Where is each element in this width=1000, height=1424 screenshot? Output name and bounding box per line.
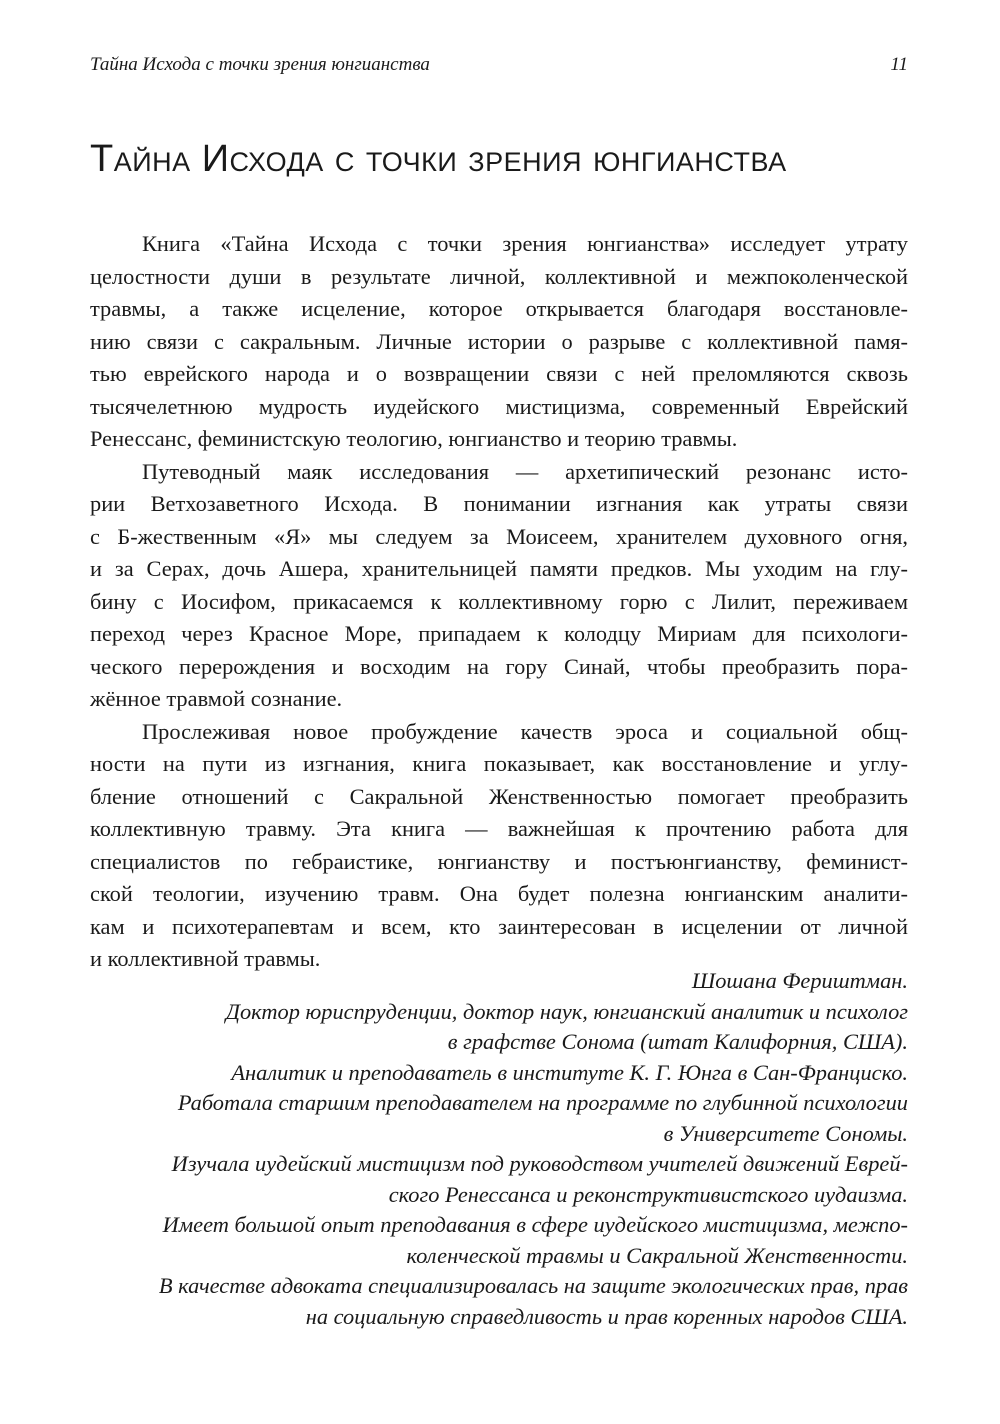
paragraph-line: нию связи с сакральным. Личные истории о разрыве с коллективной памя- [90,328,908,354]
bio-line: Работала старшим преподавателем на программе по глубинной психологии [177,1090,908,1115]
bio-line: на социальную справедливость и прав коренных народов США. [305,1303,908,1329]
body-text [90,228,908,976]
bio-line: в Университете Сономы. [663,1120,908,1146]
paragraph-line: и коллективной травмы. [90,946,321,971]
paragraph-line: ческого перерождения и восходим на гору Синай, чтобы преобразить пора- [90,653,908,679]
bio-line: коленческой травмы и Сакральной Женственности. [406,1242,908,1268]
bio-line: ского Ренессанса и реконструктивистского иудаизма. [388,1181,908,1207]
paragraph-line: переход через Красное Море, припадаем к колодцу Мириам для психологи- [90,621,908,646]
bio-line: Имеет большой опыт преподавания в сфере иудейского мистицизма, межпо- [162,1212,908,1237]
paragraph-line: с Б-жественным «Я» мы следуем за Моисеем, хранителем духовного огня, [90,523,908,549]
paragraph-line: травмы, а также исцеление, которое открывается благодаря восстановле- [90,296,908,321]
page-number: 11 [890,54,908,75]
bio-line: Изучала иудейский мистицизм под руководством учителей движений Еврей- [171,1151,908,1176]
paragraph-line: рии Ветхозаветного Исхода. В понимании изгнания как утраты связи [90,491,908,516]
author-bio [90,966,908,1332]
paragraph-line: жённое травмой сознание. [90,686,343,711]
paragraph-line: бление отношений с Сакральной Женственностью помогает преобразить [90,783,908,809]
paragraph-line: кам и психотерапевтам и всем, кто заинтересован в исцелении от личной [90,913,908,939]
paragraph-line: Прослеживая новое пробуждение качеств эроса и социальной общ- [142,718,908,744]
running-header-title: Тайна Исхода с точки зрения юнгианства [90,54,430,75]
paragraph-line: Книга «Тайна Исхода с точки зрения юнгианства» исследует утрату [142,231,908,256]
running-header [90,50,908,80]
paragraph-line: коллективную травму. Эта книга — важнейшая к прочтению работа для [90,816,908,841]
paragraph-3 [90,716,908,976]
author-name: Шошана Фериштман. [691,968,908,993]
bio-line: Аналитик и преподаватель в институте К. Г. Юнга в Сан-Франциско. [231,1059,908,1085]
paragraph-line: бину с Иосифом, прикасаемся к коллективному горю с Лилит, переживаем [90,588,908,614]
bio-line: В качестве адвоката специализировалась на защите экологических прав, прав [158,1273,908,1298]
paragraph-line: тысячелетнюю мудрость иудейского мистицизма, современный Еврейский [90,393,908,419]
bio-line: в графстве Сонома (штат Калифорния, США). [447,1029,908,1054]
bio-line: Доктор юриспруденции, доктор наук, юнгианский аналитик и психолог [225,998,908,1024]
paragraph-2 [90,456,908,716]
paragraph-line: ности на пути из изгнания, книга показывает, как восстановление и углу- [90,751,908,776]
paragraph-line: Ренессанс, феминистскую теологию, юнгианство и теорию травмы. [90,426,738,451]
paragraph-line: ской теологии, изучению травм. Она будет полезна юнгианским аналити- [90,881,908,906]
paragraph-1 [90,228,908,456]
paragraph-line: Путеводный маяк исследования — архетипический резонанс исто- [142,458,908,484]
chapter-title: Тайна Исхода с точки зрения юнгианства [90,138,787,180]
paragraph-line: тью еврейского народа и о возвращении связи с ней преломляются сквозь [90,361,908,386]
paragraph-line: целостности души в результате личной, коллективной и межпоколенческой [90,263,908,289]
paragraph-line: и за Серах, дочь Ашера, хранительницей памяти предков. Мы уходим на глу- [90,556,908,581]
paragraph-line: специалистов по гебраистике, юнгианству и постъюнгианству, феминист- [90,848,908,874]
